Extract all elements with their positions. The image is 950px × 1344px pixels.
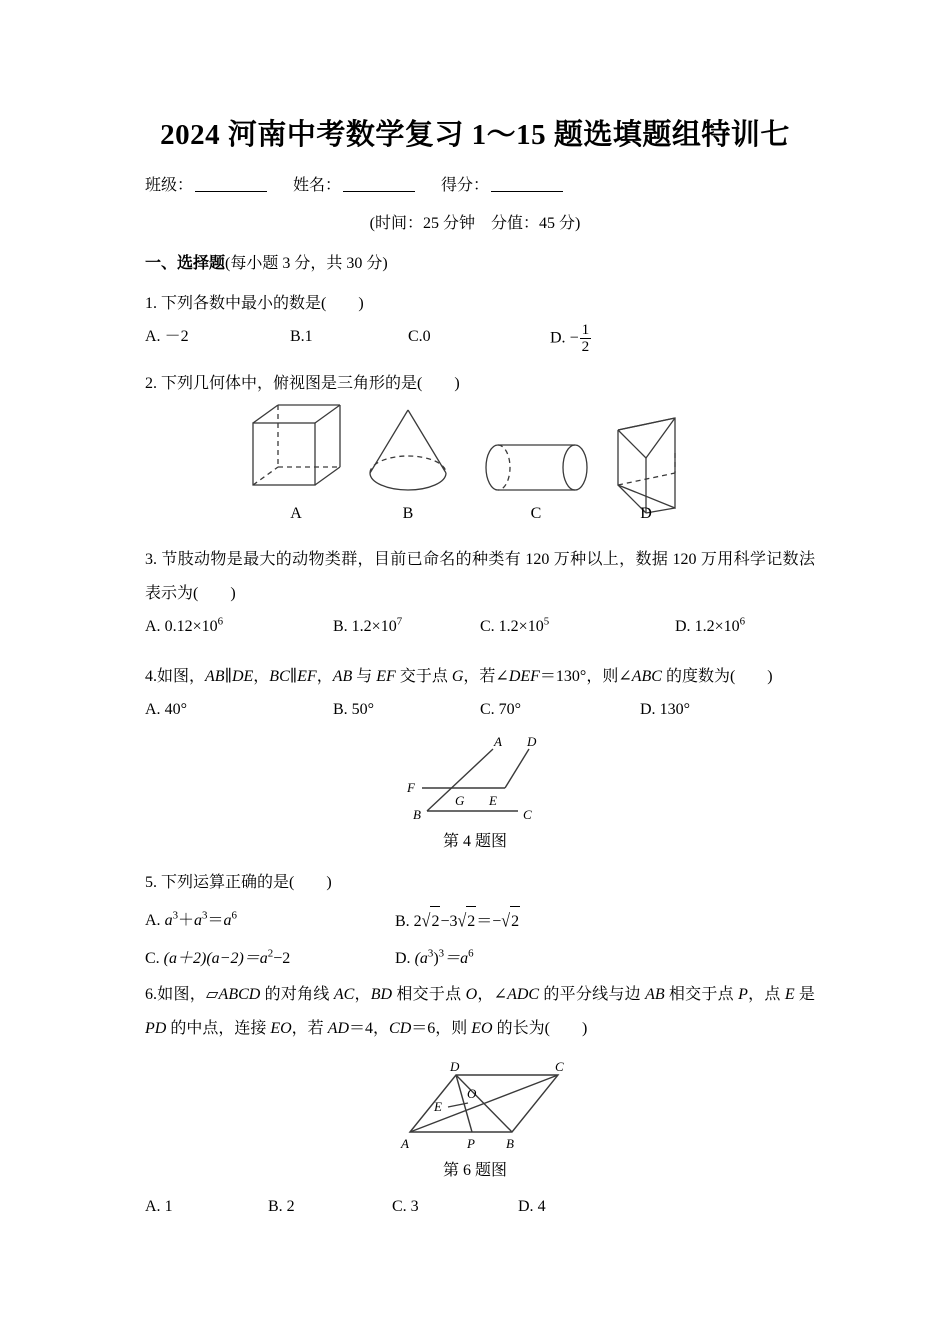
variable: a	[194, 912, 203, 929]
minus-sign: −	[569, 329, 579, 347]
option-letter: B.	[333, 701, 348, 718]
variable: O	[465, 986, 478, 1003]
cylinder-shape	[486, 445, 587, 490]
question-6-stem	[145, 978, 815, 1046]
question-5-option-c[interactable]	[145, 944, 290, 974]
stem-part: 交于点	[395, 668, 452, 685]
solid-label-a: A	[290, 505, 302, 522]
exponent: 6	[231, 909, 237, 922]
exponent: 3	[427, 947, 434, 960]
option-letter: A.	[145, 1198, 161, 1215]
question-2-text: 下列几何体中，俯视图是三角形的是( )	[161, 375, 460, 392]
stem-part: ，若	[291, 1020, 328, 1037]
question-1-stem	[145, 287, 364, 321]
option-text: 1	[164, 1198, 173, 1215]
option-text: 1	[304, 328, 313, 345]
variable: P	[738, 986, 748, 1003]
fraction-denominator: 2	[581, 337, 590, 355]
exponent: 3	[202, 909, 208, 922]
stem-part: ，	[253, 668, 270, 685]
stem-part: ＝130°，则∠	[539, 668, 632, 685]
option-letter: D.	[675, 618, 691, 635]
option-text: 0.12×10	[164, 618, 218, 635]
fraction-numerator: 1	[581, 321, 590, 338]
question-3-text: 节肢动物是最大的动物类群，目前已命名的种类有 120 万种以上，数据 120 万用科学记数法表示为( )	[145, 551, 815, 602]
exponent: 3	[172, 909, 178, 922]
question-1-options	[0, 322, 950, 356]
option-exponent: 7	[396, 615, 403, 628]
figure-label-G: G	[455, 793, 465, 808]
option-letter: B.	[290, 328, 305, 345]
question-3-option-c[interactable]	[480, 612, 549, 642]
figure-label-A: A	[401, 1136, 409, 1151]
stem-part: 的中点，连接	[166, 1020, 271, 1037]
variable: ABC	[631, 668, 662, 685]
variable: EF	[376, 668, 396, 685]
solid-label-b: B	[402, 505, 414, 522]
figure-label-P: P	[467, 1136, 475, 1151]
name-blank[interactable]	[343, 177, 415, 192]
figure-label-C: C	[555, 1059, 564, 1074]
stem-part: ，若∠	[463, 668, 509, 685]
option-letter: D.	[395, 950, 411, 967]
question-5-options-row2	[0, 944, 950, 978]
question-6-number: 6.	[145, 986, 157, 1003]
operator: ＋	[178, 912, 195, 929]
variable: PD	[145, 1020, 167, 1037]
class-field	[145, 177, 273, 194]
figure-label-C: C	[523, 807, 532, 822]
option-text: 50°	[351, 701, 375, 718]
variable: DE	[231, 668, 254, 685]
score-label: 得分：	[441, 177, 490, 194]
stem-part: ∥	[224, 668, 232, 685]
class-label: 班级：	[145, 177, 194, 194]
question-6-figure-caption: 第 6 题图	[442, 1162, 507, 1179]
operator: ＝−	[476, 913, 502, 930]
stem-part: 相交于点	[664, 986, 739, 1003]
radical-icon: √2	[501, 906, 520, 937]
variable: EO	[471, 1020, 493, 1037]
question-5-option-a[interactable]	[145, 906, 237, 936]
page-title: 2024 河南中考数学复习 1～15 题选填题组特训七	[160, 119, 790, 151]
stem-part: 的度数为( )	[661, 668, 773, 685]
radical-icon: √2	[457, 906, 476, 937]
angle-figure-svg	[405, 733, 555, 823]
question-4-option-b[interactable]	[333, 695, 374, 725]
section-heading-bold: 一、选择题	[145, 255, 226, 272]
option-text: 130°	[659, 701, 690, 718]
question-3-number: 3.	[145, 551, 157, 568]
stem-part: 的平分线与边	[539, 986, 646, 1003]
option-letter: A.	[145, 912, 161, 929]
expression: (a	[414, 950, 428, 967]
option-text: 4	[537, 1198, 546, 1215]
figure-label-E: E	[489, 793, 497, 808]
question-6-option-c[interactable]	[392, 1192, 419, 1222]
question-3-option-d[interactable]	[675, 612, 745, 642]
operator: −3	[440, 913, 458, 930]
question-4-figure	[405, 733, 555, 823]
variable: CD	[389, 1020, 412, 1037]
radical-icon: √2	[422, 906, 441, 937]
variable: AD	[327, 1020, 350, 1037]
stem-part: 相交于点	[392, 986, 466, 1003]
expression-tail: −2	[273, 950, 291, 967]
exam-info-line: (时间：25 分钟 分值：45 分)	[369, 215, 581, 232]
question-3-option-a[interactable]	[145, 612, 223, 642]
option-letter: C.	[145, 950, 160, 967]
variable: E	[784, 986, 795, 1003]
option-text: 1.2×10	[694, 618, 740, 635]
option-text: 1.2×10	[351, 618, 397, 635]
question-2-number: 2.	[145, 375, 157, 392]
question-5-text: 下列运算正确的是( )	[161, 874, 332, 891]
class-blank[interactable]	[195, 177, 267, 192]
parallelogram-figure-svg	[398, 1058, 573, 1153]
question-3-options	[0, 612, 950, 646]
question-6-figure	[398, 1058, 573, 1153]
option-letter: D.	[518, 1198, 534, 1215]
question-6-option-b[interactable]	[268, 1192, 295, 1222]
stem-part: 如图，	[157, 668, 206, 685]
line-ED	[505, 749, 529, 788]
variable: a	[223, 912, 232, 929]
question-2-solids-figure	[230, 400, 730, 535]
figure-label-E: E	[434, 1099, 442, 1114]
stem-part: 的长为( )	[492, 1020, 588, 1037]
variable: AB	[645, 986, 665, 1003]
figure-label-O: O	[467, 1086, 477, 1101]
option-letter: B.	[268, 1198, 283, 1215]
question-2-stem	[145, 367, 460, 401]
stem-part: 与	[352, 668, 377, 685]
option-letter: C.	[392, 1198, 407, 1215]
question-4-option-d[interactable]	[640, 695, 690, 725]
question-1-number: 1.	[145, 295, 157, 312]
figure-label-F: F	[407, 780, 415, 795]
variable: EF	[297, 668, 317, 685]
question-4-figure-caption: 第 4 题图	[442, 833, 507, 850]
variable: AB	[205, 668, 225, 685]
option-letter: A.	[145, 618, 161, 635]
exponent: 2	[267, 947, 274, 960]
section-heading-rest: (每小题 3 分，共 30 分)	[225, 255, 388, 272]
option-text: 0	[422, 328, 431, 345]
option-text: 3	[410, 1198, 419, 1215]
question-5-option-b[interactable]	[395, 906, 520, 937]
option-letter: C.	[480, 618, 495, 635]
variable: ABCD	[218, 986, 261, 1003]
cone-shape	[370, 410, 446, 490]
option-exponent: 6	[217, 615, 224, 628]
coefficient: 2	[413, 913, 422, 930]
question-4-options	[0, 695, 950, 729]
option-letter: A.	[145, 701, 161, 718]
option-text: 40°	[164, 701, 187, 718]
question-4-stem	[145, 660, 845, 694]
variable: AB	[332, 668, 353, 685]
option-letter: C.	[408, 328, 423, 345]
figure-label-B: B	[506, 1136, 514, 1151]
question-6-option-d[interactable]	[518, 1192, 546, 1222]
name-label: 姓名：	[293, 177, 342, 194]
stem-part: 是	[794, 986, 815, 1003]
stem-part: 的对角线	[260, 986, 334, 1003]
question-5-number: 5.	[145, 874, 157, 891]
fraction-one-half	[580, 322, 592, 355]
question-1-option-c[interactable]	[408, 322, 431, 352]
section-heading	[145, 250, 388, 273]
stem-part: ，∠	[477, 986, 508, 1003]
question-3-stem	[145, 543, 815, 611]
figure-label-D: D	[450, 1059, 460, 1074]
variable: BD	[370, 986, 393, 1003]
stem-part: ，点	[747, 986, 785, 1003]
expression: )	[433, 950, 439, 967]
stem-part: ＝6，则	[411, 1020, 472, 1037]
variable: DEF	[508, 668, 540, 685]
variable: ADC	[507, 986, 540, 1003]
expression: ＝a	[444, 950, 469, 967]
solid-label-d: D	[640, 505, 652, 522]
question-4-option-c[interactable]	[480, 695, 521, 725]
variable: a	[164, 912, 173, 929]
variable: G	[451, 668, 464, 685]
question-4-number: 4.	[145, 668, 157, 685]
score-blank[interactable]	[491, 177, 563, 192]
question-1-option-b[interactable]	[290, 322, 313, 352]
question-5-options-row1	[0, 906, 950, 940]
exponent: 6	[468, 947, 474, 960]
variable: BC	[269, 668, 290, 685]
option-text: 2	[286, 1198, 295, 1215]
option-exponent: 5	[543, 615, 550, 628]
variable: EO	[270, 1020, 292, 1037]
question-6-options	[0, 1192, 950, 1226]
expression: (a＋2)(a−2)＝a	[163, 950, 268, 967]
question-5-stem	[145, 866, 332, 900]
option-letter: D.	[550, 329, 566, 347]
question-3-option-b[interactable]	[333, 612, 402, 642]
option-letter: B.	[395, 913, 410, 930]
question-1-option-d[interactable]	[550, 322, 592, 355]
option-text: 70°	[498, 701, 522, 718]
stem-part: ，	[316, 668, 333, 685]
variable: AC	[333, 986, 355, 1003]
student-info-line	[145, 172, 569, 195]
option-letter: A.	[145, 328, 161, 345]
score-field	[441, 177, 569, 194]
question-6-option-a[interactable]	[145, 1192, 173, 1222]
stem-part: ∥	[289, 668, 298, 685]
option-text: －2	[164, 328, 189, 345]
stem-part: ，	[354, 986, 371, 1003]
option-exponent: 6	[739, 615, 746, 628]
question-5-option-d[interactable]	[395, 944, 474, 974]
question-4-option-a[interactable]	[145, 695, 187, 725]
figure-label-D: D	[527, 734, 537, 749]
cube-shape	[253, 405, 340, 485]
option-letter: D.	[640, 701, 656, 718]
operator: ＝	[207, 912, 224, 929]
question-1-option-a[interactable]	[145, 322, 189, 352]
solid-label-c: C	[530, 505, 542, 522]
name-field	[293, 177, 421, 194]
triangular-prism-shape	[618, 418, 675, 513]
option-letter: C.	[480, 701, 495, 718]
figure-label-A: A	[494, 734, 502, 749]
exponent: 3	[438, 947, 445, 960]
stem-part: 如图，▱	[157, 986, 219, 1003]
question-1-text: 下列各数中最小的数是( )	[161, 295, 364, 312]
option-text: 1.2×10	[498, 618, 544, 635]
stem-part: ＝4，	[349, 1020, 390, 1037]
figure-label-B: B	[413, 807, 421, 822]
option-letter: B.	[333, 618, 348, 635]
